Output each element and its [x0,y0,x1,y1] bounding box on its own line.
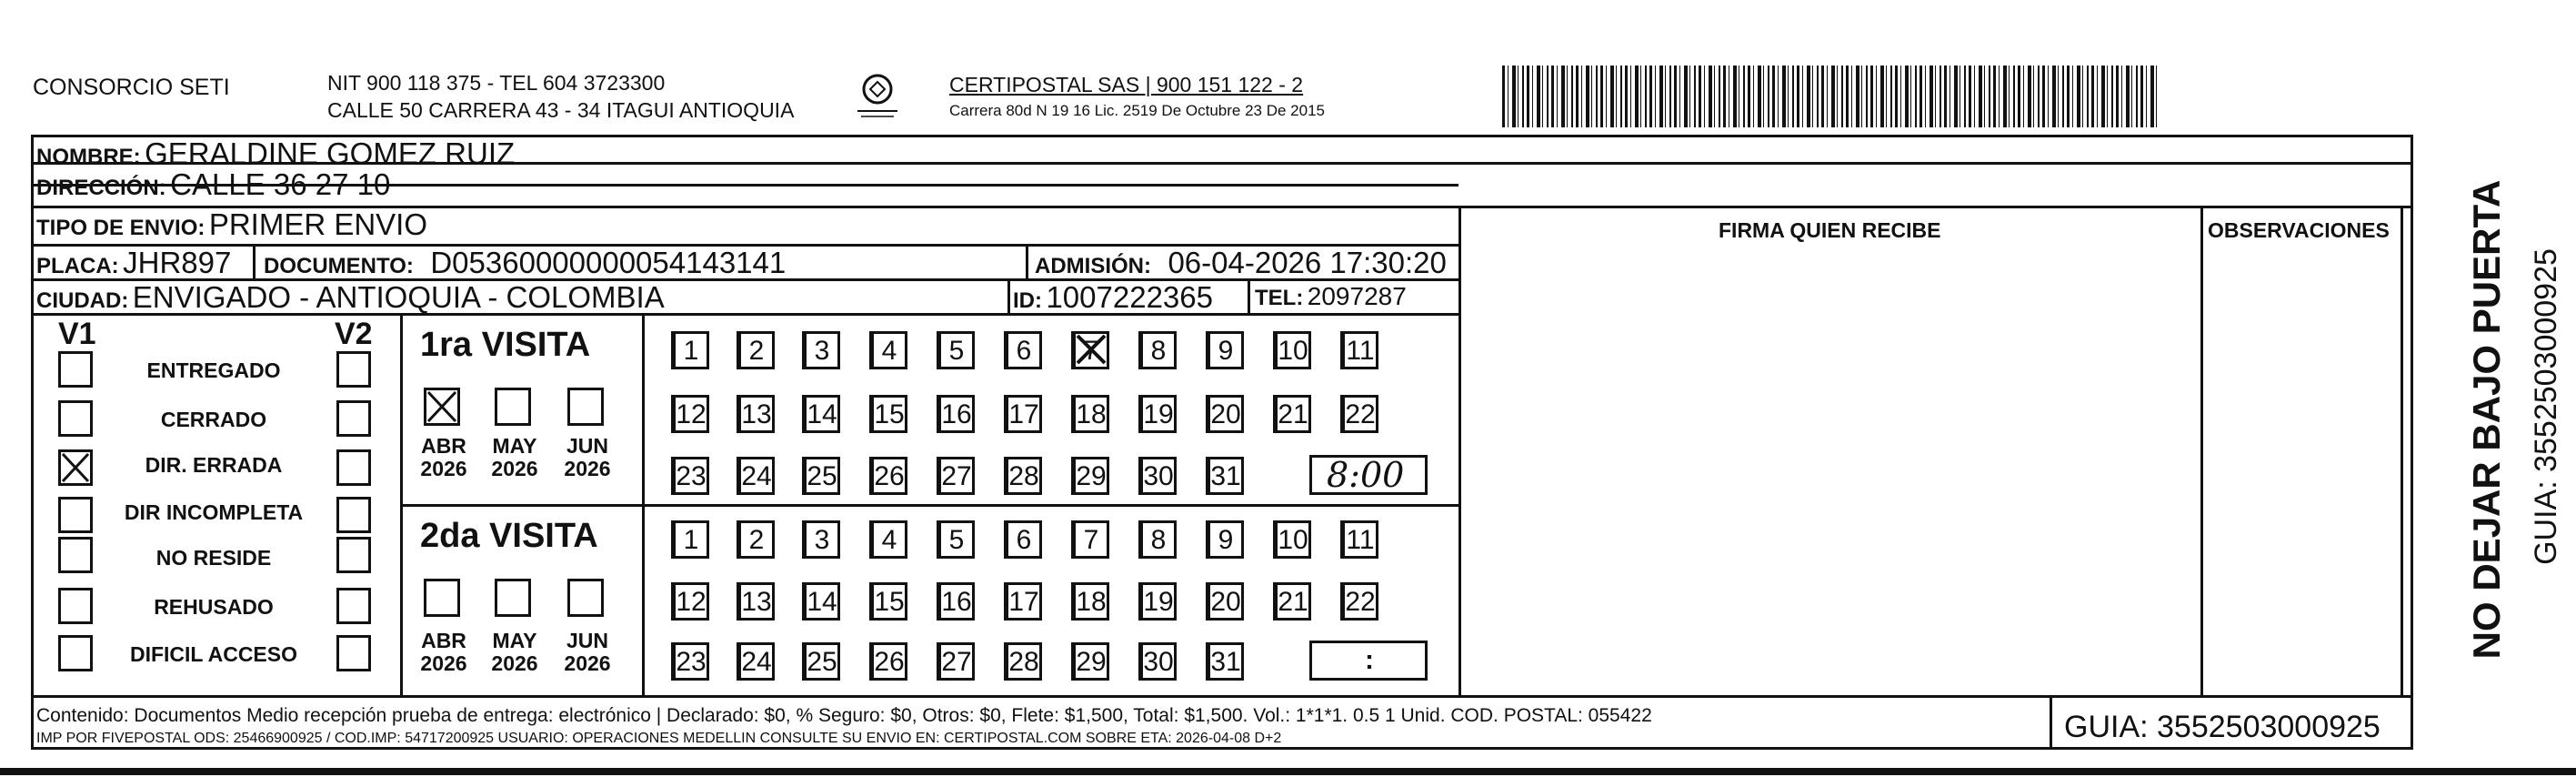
tel-label: TEL: [1255,286,1304,310]
second-visit-day-16[interactable]: 16 [937,582,975,621]
footer-imp: IMP POR FIVEPOSTAL ODS: 25466900925 / COD.IMP: 54717200925 USUARIO: OPERACIONES MEDELLIN CONSULTE SU ENVIO EN: CERTIPOSTAL.COM SOBRE ETA: 2026-04-08 D+2 [36,731,1282,746]
status-dir-incompleta: DIR INCOMPLETA [124,500,304,524]
second-visit-day-8[interactable]: 8 [1138,520,1177,559]
second-visit-day-6[interactable]: 6 [1004,520,1042,559]
first-visit-day-13[interactable]: 13 [737,395,775,433]
second-visit-day-20[interactable]: 20 [1206,582,1244,621]
carrier-line: CERTIPOSTAL SAS | 900 151 122 - 2 [949,73,1304,96]
v2-label: V2 [335,317,373,351]
first-visit-day-1[interactable]: 1 [671,331,709,369]
second-visit-day-17[interactable]: 17 [1004,582,1042,621]
footer-guia: GUIA: 3552503000925 [2064,710,2381,744]
first-month-abr: ABR [421,434,466,458]
first-visit-day-29[interactable]: 29 [1071,457,1109,495]
check-x-icon [426,390,457,423]
second-month-may: MAY [492,629,537,652]
v1-checkbox-no-reside[interactable] [58,537,93,573]
v1-checkbox-cerrado[interactable] [58,400,93,437]
second-visit-day-24[interactable]: 24 [737,642,775,681]
v1-checkbox-dificil-acceso[interactable] [58,635,93,671]
admision-label: ADMISIÓN: [1035,254,1151,278]
second-visit-day-28[interactable]: 28 [1004,642,1042,681]
placa-label: PLACA: [36,254,119,278]
status-no-reside: NO RESIDE [155,546,272,570]
nombre-label: NOMBRE: [36,145,141,169]
id-label: ID: [1013,288,1042,313]
first-visit-day-20[interactable]: 20 [1206,395,1244,433]
first-visit-day-31[interactable]: 31 [1206,457,1244,495]
carrier-license: Carrera 80d N 19 16 Lic. 2519 De Octubre 23 De 2015 [949,102,1325,119]
first-visit-day-12[interactable]: 12 [671,395,709,433]
first-visit-day-3[interactable]: 3 [802,331,840,369]
second-month-checkbox-may[interactable] [495,579,531,617]
second-visit-day-18[interactable]: 18 [1071,582,1109,621]
status-entregado: ENTREGADO [146,358,281,382]
v1-label: V1 [58,317,96,351]
first-month-checkbox-may[interactable] [495,388,531,426]
placa-value: JHR897 [123,246,232,279]
first-visit-day-5[interactable]: 5 [937,331,975,369]
second-year-jun: 2026 [564,651,611,676]
first-year-abr: 2026 [420,457,467,481]
first-visit-day-14[interactable]: 14 [802,395,840,433]
second-month-checkbox-abr[interactable] [424,579,460,617]
first-visit-day-26[interactable]: 26 [869,457,907,495]
check-x-icon [61,452,90,483]
first-visit-day-4[interactable]: 4 [869,331,907,369]
second-month-abr: ABR [421,629,466,652]
second-visit-day-26[interactable]: 26 [869,642,907,681]
second-visit-time: : [1365,645,1374,675]
first-month-may: MAY [492,434,537,458]
first-year-jun: 2026 [564,457,611,481]
first-visit-day-22[interactable]: 22 [1340,395,1378,433]
second-visit-day-3[interactable]: 3 [802,520,840,559]
second-visit-day-27[interactable]: 27 [937,642,975,681]
tipo-envio-value: PRIMER ENVIO [208,207,428,241]
first-visit-time: 8:00 [1327,455,1405,495]
status-dificil-acceso: DIFICIL ACCESO [129,642,297,666]
v2-checkbox-dir-incompleta[interactable] [336,497,371,533]
barcode [1502,66,2159,127]
direccion-value: CALLE 36 27 10 [170,167,391,201]
first-visit-day-24[interactable]: 24 [737,457,775,495]
observaciones-header: OBSERVACIONES [2208,218,2390,242]
side-warning: NO DEJAR BAJO PUERTA [2465,179,2508,660]
documento-value: D05360000000054143141 [430,246,787,279]
second-visit-day-22[interactable]: 22 [1340,582,1378,621]
tipo-envio-label: TIPO DE ENVIO: [36,216,205,240]
second-visit-day-9[interactable]: 9 [1206,520,1244,559]
v2-checkbox-dir-errada[interactable] [336,449,371,486]
first-visit-day-25[interactable]: 25 [802,457,840,495]
first-visit-day-27[interactable]: 27 [937,457,975,495]
second-visit-day-1[interactable]: 1 [671,520,709,559]
bottom-edge-line [0,768,2576,775]
first-visit-day-18[interactable]: 18 [1071,395,1109,433]
direccion-label: DIRECCIÓN: [36,176,166,200]
ciudad-value: ENVIGADO - ANTIOQUIA - COLOMBIA [132,280,665,314]
second-visit-day-11[interactable]: 11 [1340,520,1378,559]
footer-content: Contenido: Documentos Medio recepción prueba de entrega: electrónico | Declarado: $0, % Seguro: $0, Otros: $0, Flete: $1,500, Total: $1,500. Vol.: 1*1*1. 0.5 1 Unid. COD. POSTAL: 055422 [36,705,1652,726]
status-dir-errada: DIR. ERRADA [145,453,283,477]
first-visit-title: 1ra VISITA [420,326,591,364]
v2-checkbox-no-reside[interactable] [336,537,371,573]
v1-checkbox-dir-errada[interactable] [58,449,93,486]
second-visit-day-19[interactable]: 19 [1138,582,1177,621]
second-visit-title: 2da VISITA [420,517,598,555]
first-visit-day-19[interactable]: 19 [1138,395,1177,433]
second-visit-day-10[interactable]: 10 [1273,520,1311,559]
first-visit-day-16[interactable]: 16 [937,395,975,433]
second-visit-day-4[interactable]: 4 [869,520,907,559]
second-month-checkbox-jun[interactable] [567,579,604,617]
v2-checkbox-dificil-acceso[interactable] [336,635,371,671]
v1-checkbox-dir-incompleta[interactable] [58,497,93,533]
admision-value: 06-04-2026 17:30:20 [1168,246,1447,279]
second-visit-day-31[interactable]: 31 [1206,642,1244,681]
second-visit-day-12[interactable]: 12 [671,582,709,621]
v2-checkbox-rehusado[interactable] [336,588,371,624]
second-visit-day-14[interactable]: 14 [802,582,840,621]
first-visit-day-8[interactable]: 8 [1138,331,1177,369]
second-visit-day-23[interactable]: 23 [671,642,709,681]
company-name: CONSORCIO SETI [33,75,230,100]
second-visit-day-29[interactable]: 29 [1071,642,1109,681]
status-rehusado: REHUSADO [154,595,274,619]
documento-label: DOCUMENTO: [264,254,414,278]
first-visit-day-label: 7 [1083,336,1099,366]
first-year-may: 2026 [491,457,538,481]
first-visit-day-11[interactable]: 11 [1340,331,1378,369]
first-visit-day-28[interactable]: 28 [1004,457,1042,495]
nombre-value: GERALDINE GOMEZ RUIZ [145,136,516,170]
certipostal-logo-icon [850,71,905,121]
ciudad-label: CIUDAD: [36,288,129,313]
address-line: CALLE 50 CARRERA 43 - 34 ITAGUI ANTIOQUIA [327,98,795,122]
second-visit-day-2[interactable]: 2 [737,520,775,559]
first-visit-day-9[interactable]: 9 [1206,331,1244,369]
second-visit-day-5[interactable]: 5 [937,520,975,559]
tel-value: 2097287 [1307,282,1407,310]
first-visit-time-box[interactable] [1309,455,1428,495]
side-guia: GUIA: 3552503000925 [2529,248,2563,565]
second-visit-day-25[interactable]: 25 [802,642,840,681]
first-visit-day-21[interactable]: 21 [1273,395,1311,433]
status-cerrado: CERRADO [160,408,267,431]
second-visit-day-15[interactable]: 15 [869,582,907,621]
second-visit-time-box[interactable] [1309,641,1428,681]
nit-line: NIT 900 118 375 - TEL 604 3723300 [327,71,666,95]
first-month-checkbox-jun[interactable] [567,388,604,426]
v2-checkbox-entregado[interactable] [336,351,371,388]
first-visit-day-6[interactable]: 6 [1004,331,1042,369]
second-month-jun: JUN [566,629,608,652]
first-visit-day-17[interactable]: 17 [1004,395,1042,433]
id-value: 1007222365 [1046,280,1213,314]
first-visit-day-2[interactable]: 2 [737,331,775,369]
second-year-may: 2026 [491,651,538,676]
second-visit-day-7[interactable]: 7 [1071,520,1109,559]
first-visit-day-15[interactable]: 15 [869,395,907,433]
v2-checkbox-cerrado[interactable] [336,400,371,437]
second-visit-day-30[interactable]: 30 [1138,642,1177,681]
first-visit-day-10[interactable]: 10 [1273,331,1311,369]
first-visit-day-7[interactable] [1071,331,1109,369]
first-visit-day-30[interactable]: 30 [1138,457,1177,495]
first-visit-day-23[interactable]: 23 [671,457,709,495]
second-visit-day-21[interactable]: 21 [1273,582,1311,621]
v1-checkbox-rehusado[interactable] [58,588,93,624]
first-month-checkbox-abr[interactable] [424,388,460,426]
v1-checkbox-entregado[interactable] [58,351,93,388]
second-year-abr: 2026 [420,651,467,676]
second-visit-day-13[interactable]: 13 [737,582,775,621]
firma-header: FIRMA QUIEN RECIBE [1719,218,1941,242]
first-month-jun: JUN [566,434,608,458]
